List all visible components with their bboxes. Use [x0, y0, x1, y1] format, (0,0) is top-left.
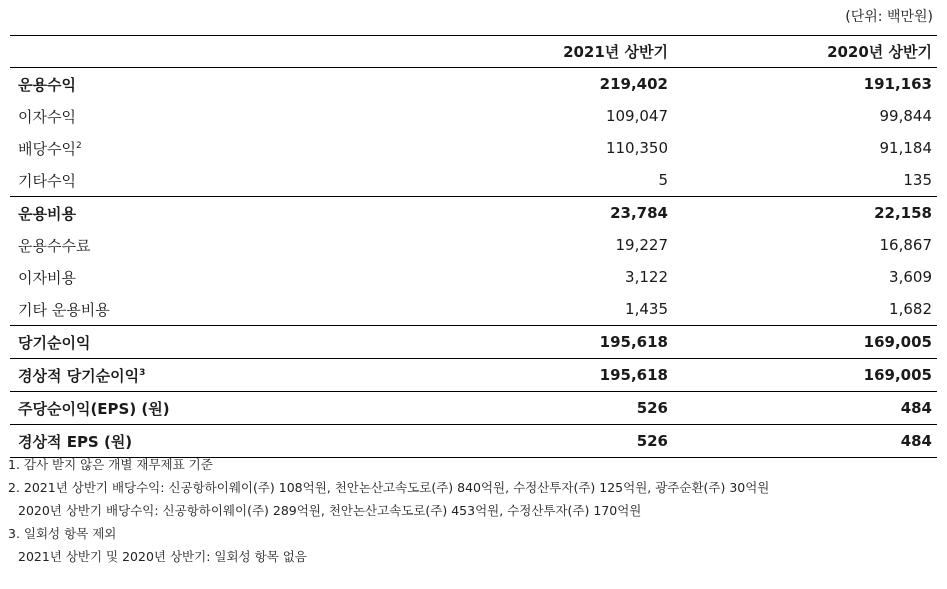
value-2020: 135 [903, 171, 932, 189]
value-2020: 484 [900, 399, 932, 417]
footnote-line: 2021년 상반기 및 2020년 상반기: 일회성 항목 없음 [18, 549, 307, 564]
value-2021: 195,618 [599, 333, 668, 351]
value-2021: 1,435 [625, 300, 668, 318]
value-2021: 3,122 [625, 268, 668, 286]
header-2020: 2020년 상반기 [827, 43, 932, 61]
value-2020: 191,163 [863, 75, 932, 93]
value-2020: 3,609 [889, 268, 932, 286]
value-2021: 110,350 [605, 139, 668, 157]
footnotes [8, 453, 769, 568]
row-label-text: 기타 운용비용 [18, 300, 110, 319]
value-2021: 19,227 [615, 236, 668, 254]
value-2021: 23,784 [610, 204, 668, 222]
value-2020: 169,005 [863, 366, 932, 384]
table-row [10, 392, 937, 425]
row-label-text: 이자비용 [18, 268, 76, 287]
table-row [10, 229, 937, 261]
row-label [10, 132, 514, 164]
value-2021: 5 [658, 171, 668, 189]
row-label [10, 359, 514, 392]
value-2021: 195,618 [599, 366, 668, 384]
value-2021: 109,047 [605, 107, 668, 125]
value-2020: 91,184 [879, 139, 932, 157]
value-2020: 484 [900, 432, 932, 450]
row-label-text: 배당수익 [18, 139, 76, 158]
footnote-marker: 2 [75, 140, 82, 151]
row-label [10, 261, 514, 293]
table-row [10, 293, 937, 326]
footnote-line: 1. 감사 받지 않은 개별 재무제표 기준 [8, 457, 213, 472]
row-label-text: 경상적 당기순이익 [18, 366, 140, 385]
table-row [10, 164, 937, 197]
table-body [10, 68, 937, 458]
table-row [10, 326, 937, 359]
row-label-text: 당기순이익 [18, 333, 91, 352]
unit-label: (단위: 백만원) [845, 9, 933, 25]
value-2021: 219,402 [599, 75, 668, 93]
value-2020: 22,158 [874, 204, 932, 222]
table-row [10, 132, 937, 164]
footnote-line: 2020년 상반기 배당수익: 신공항하이웨이(주) 289억원, 천안논산고속도로(주) 453억원, 수정산투자(주) 170억원 [18, 503, 642, 518]
value-2020: 1,682 [889, 300, 932, 318]
table-row [10, 68, 937, 101]
row-label [10, 197, 514, 230]
row-label [10, 392, 514, 425]
row-label-text: 운용수수료 [18, 236, 91, 255]
row-label [10, 293, 514, 326]
footnote-marker: 3 [139, 367, 146, 378]
income-table [10, 35, 937, 458]
row-label-text: 주당순이익(EPS) (원) [18, 399, 170, 418]
row-label [10, 164, 514, 197]
table-row [10, 261, 937, 293]
table-row [10, 197, 937, 230]
table-header-row [10, 36, 937, 68]
header-2021: 2021년 상반기 [563, 43, 668, 61]
row-label [10, 326, 514, 359]
row-label [10, 68, 514, 101]
footnote-line: 3. 일회성 항목 제외 [8, 526, 117, 541]
value-2020: 16,867 [879, 236, 932, 254]
row-label-text: 운용비용 [18, 204, 76, 223]
footnote-line: 2. 2021년 상반기 배당수익: 신공항하이웨이(주) 108억원, 천안논산고속도로(주) 840억원, 수정산투자(주) 125억원, 광주순환(주) 30억원 [8, 480, 770, 495]
row-label [10, 100, 514, 132]
row-label [10, 229, 514, 261]
row-label-text: 기타수익 [18, 171, 76, 190]
value-2020: 169,005 [863, 333, 932, 351]
table-row [10, 100, 937, 132]
value-2021: 526 [636, 399, 668, 417]
header-label [10, 36, 514, 68]
row-label-text: 경상적 EPS (원) [18, 432, 133, 451]
row-label-text: 운용수익 [18, 75, 76, 94]
row-label-text: 이자수익 [18, 107, 76, 126]
table-row [10, 359, 937, 392]
value-2020: 99,844 [879, 107, 932, 125]
value-2021: 526 [636, 432, 668, 450]
